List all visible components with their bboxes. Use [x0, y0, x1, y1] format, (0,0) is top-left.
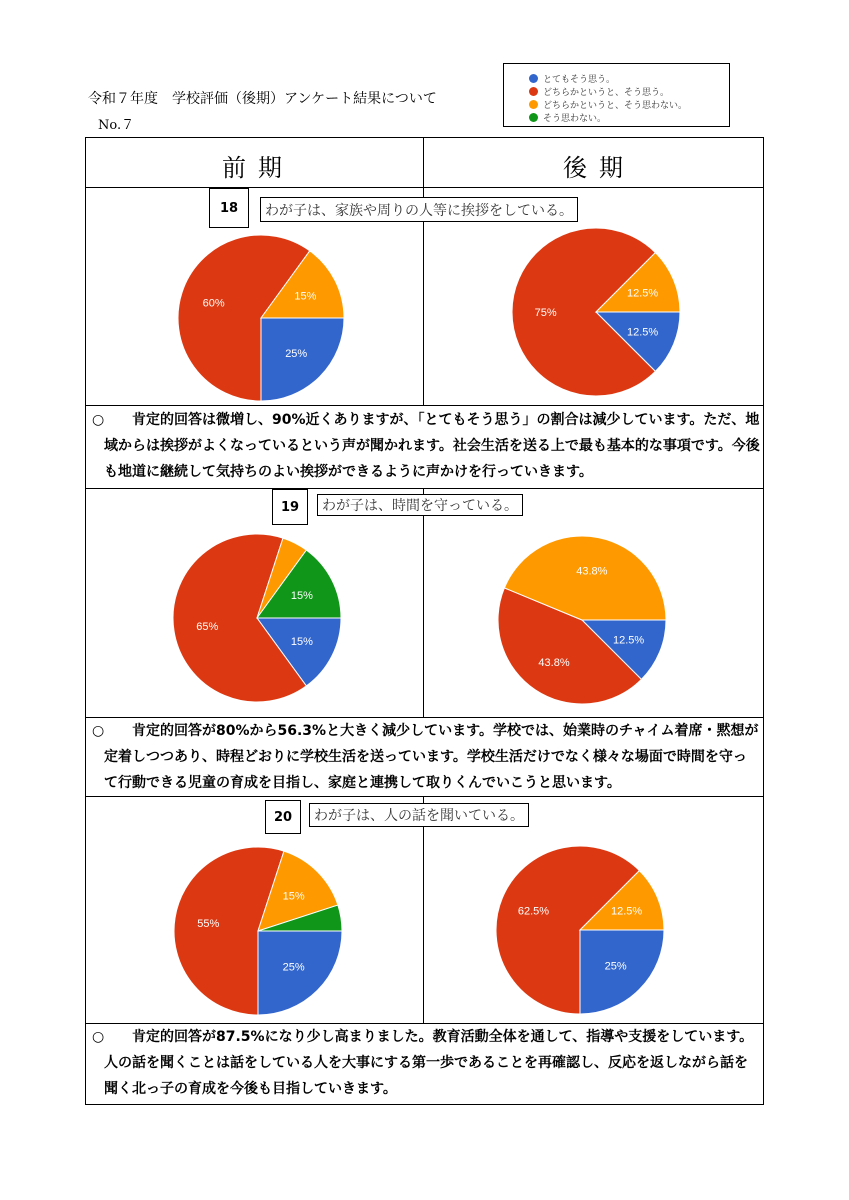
legend-dot-icon: [529, 74, 538, 83]
pie-chart-q20-first: [174, 847, 342, 1015]
pie-slice-label: 25%: [282, 961, 305, 974]
pie-slice-label: 43.8%: [538, 656, 570, 669]
legend-dot-icon: [529, 87, 538, 96]
column-header-second-term: 後期: [563, 154, 635, 182]
pie-chart-q19-second: [498, 536, 666, 704]
legend-dot-icon: [529, 113, 538, 122]
comment-q19: [92, 718, 760, 796]
chart-legend: [503, 63, 730, 127]
legend-label: どちらかというと、そう思わない。: [543, 101, 688, 111]
comment-q18: [92, 407, 760, 485]
question-text: わが子は、人の話を聞いている。: [309, 803, 529, 827]
page-title: 令和７年度 学校評価（後期）アンケート結果について: [88, 91, 437, 107]
pie-chart-q18-first: [178, 235, 344, 401]
legend-label: そう思わない。: [543, 114, 607, 124]
pie-slice-label: 12.5%: [612, 634, 645, 647]
pie-slice-label: 55%: [197, 918, 220, 931]
question-number: 20: [265, 800, 301, 834]
legend-item-strongly-disagree: [529, 111, 606, 124]
pie-slice-label: 15%: [294, 290, 317, 303]
question-text: わが子は、時間を守っている。: [317, 494, 523, 516]
question-number: 19: [272, 489, 308, 525]
legend-item-agree: [529, 85, 669, 98]
question-number: 18: [209, 188, 249, 228]
legend-item-strongly-agree: [529, 72, 615, 85]
comment-text: 肯定的回答が80%から56.3%と大きく減少しています。学校では、始業時のチャイム着席・黙想が定着しつつあり、時程どおりに学校生活を送っています。学校生活だけでなく様々な場面で時間を守って行動できる児童の育成を目指し、家庭と連携して取りくんでいこうと思います。: [104, 723, 759, 791]
comment-bullet: ○: [92, 412, 105, 428]
comment-q20: [92, 1024, 760, 1102]
pie-slice-label: 12.5%: [626, 326, 659, 339]
comment-bullet: ○: [92, 723, 105, 739]
pie-slice-label: 15%: [290, 590, 313, 603]
pie-chart-q19-first: [173, 534, 341, 702]
question-text: わが子は、家族や周りの人等に挨拶をしている。: [260, 197, 578, 222]
pie-slice-label: 75%: [534, 307, 557, 319]
column-header-first-term: 前期: [222, 154, 294, 182]
divider: [85, 405, 764, 406]
divider: [85, 187, 764, 188]
pie-slice-label: 65%: [196, 620, 219, 633]
legend-label: どちらかというと、そう思う。: [543, 88, 670, 98]
comment-bullet: ○: [92, 1029, 105, 1045]
pie-slice-label: 25%: [285, 348, 308, 361]
legend-item-disagree: [529, 98, 687, 111]
comment-text: 肯定的回答は微増し、90%近くありますが、「とてもそう思う」の割合は減少しています。ただ、地域からは挨拶がよくなっているという声が聞かれます。社会生活を送る上で最も基本的な事項です。今後も地道に継続して気持ちのよい挨拶ができるように声かけを行っていきます。: [104, 412, 760, 480]
pie-slice-label: 62.5%: [517, 905, 550, 918]
page-number: No.７: [98, 118, 135, 133]
pie-slice-label: 25%: [604, 960, 627, 973]
legend-label: とてもそう思う。: [543, 75, 616, 85]
pie-chart-q20-second: [496, 846, 664, 1014]
column-divider: [423, 796, 424, 1023]
pie-slice-label: 15%: [282, 890, 305, 903]
pie-chart-q18-second: [512, 228, 680, 396]
comment-text: 肯定的回答が87.5%になり少し高まりました。教育活動全体を通して、指導や支援をしています。人の話を聞くことは話をしている人を大事にする第一歩であることを再確認し、反応を返しながら話を聞く北っ子の育成を今後も目指していきます。: [104, 1029, 754, 1097]
column-divider: [423, 137, 424, 405]
pie-slice-label: 12.5%: [626, 287, 659, 300]
pie-slice-label: 15%: [290, 635, 313, 648]
divider: [85, 796, 764, 797]
divider: [85, 488, 764, 489]
pie-slice-label: 43.8%: [576, 565, 608, 578]
pie-slice-label: 60%: [202, 297, 225, 310]
legend-dot-icon: [529, 100, 538, 109]
column-divider: [423, 488, 424, 717]
pie-slice-label: 12.5%: [610, 905, 643, 918]
